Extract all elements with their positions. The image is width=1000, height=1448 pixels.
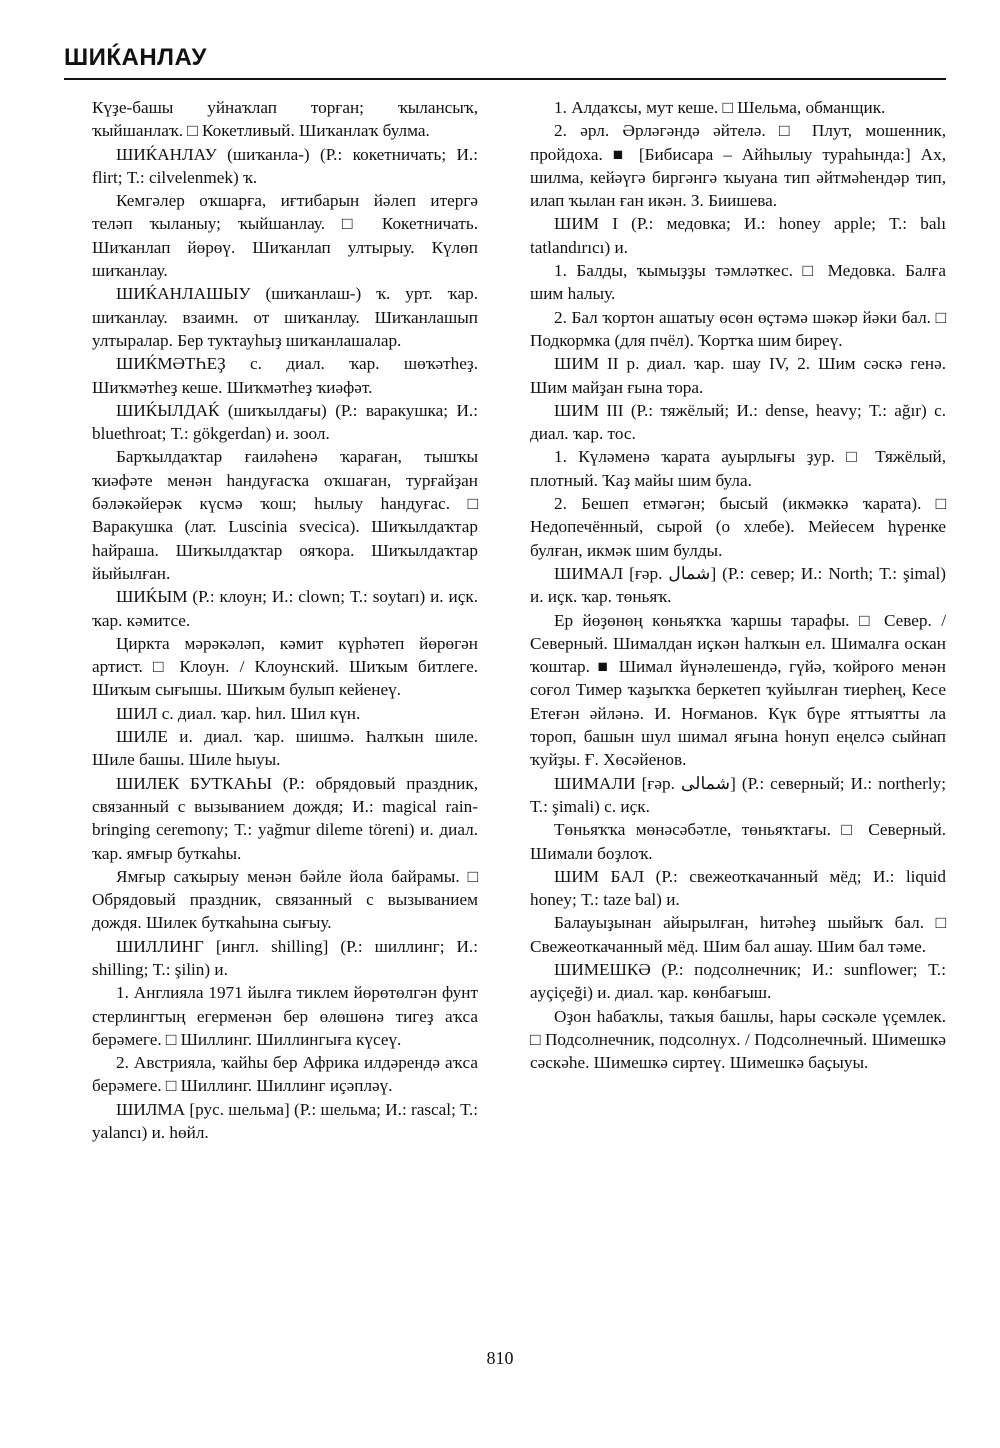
entry-paragraph: Төньяҡҡа мөнәсәбәтле, төньяҡтағы. □ Северный. Шимали боҙлоҡ. — [530, 820, 946, 863]
entry-paragraph: ШИМ I (Р.: медовка; И.: honey apple; Т.: balı tatlandırıcı) и. — [530, 214, 946, 257]
entry-paragraph: ШИЛЕК БУТКАҺЫ (Р.: обрядовый праздник, связанный с вызыванием дождя; И.: magical rain-bringing ceremony; Т.: yağmur dileme töreni) и. диал. ҡар. ямғыр буткаһы. — [92, 773, 478, 863]
right-column — [530, 96, 946, 1074]
entry-paragraph: Күҙе-башы уйнаҡлап торған; ҡылансыҡ, ҡыйшанлаҡ. □ Кокетливый. Шиҡанлаҡ булма. — [92, 98, 478, 141]
entry-paragraph: ШИМЕШКӘ (Р.: подсолнечник; И.: sunflower; Т.: ayçiçeği) и. диал. ҡар. көнбағыш. — [530, 959, 946, 1003]
entry-paragraph: 1. Күләменә ҡарата ауырлығы ҙур. □ Тяжёлый, плотный. Ҡаҙ майы шим була. — [530, 447, 946, 490]
entry-paragraph: ШИМАЛИ [ғәр. شمالى] (Р.: северный; И.: northerly; Т.: şimali) с. иҫк. — [530, 773, 946, 816]
entry-paragraph: 2. Бал ҡортон ашатыу өсөн өҫтәмә шәкәр йәки бал. □ Подкормка (для пчёл). Ҡортҡа шим биреү. — [530, 307, 946, 350]
entry-paragraph: 1. Англияла 1971 йылға тиклем йөрөтөлгән фунт стерлингтың егерменән бер өлөшөнә тигеҙ аҡса берәмеге. □ Шиллинг. Шиллингыға күсеү. — [92, 983, 478, 1049]
entry-paragraph: Барҡылдаҡтар ғаиләһенә ҡараған, тышҡы ҡиәфәте менән һандуғасҡа оҡшаған, турғайҙан бәләкәйерәк күсмә ҡош; һылыу һандуғас. □ Варакушка (лат. Luscinia svecica). Шиҡылдаҡтар һайраша. Шиҡылдаҡтар ояҡора. Шиҡылдаҡтар йыйылған. — [92, 447, 478, 583]
header-rule — [64, 78, 946, 80]
entry-paragraph: Оҙон һабаҡлы, таҡыя башлы, һары сәскәле үҫемлек. □ Подсолнечник, подсолнух. / Подсолнечный. Шимешкә сәскәһе. Шимешкә сиртеү. Шимешкә баҫыуы. — [530, 1006, 946, 1073]
entry-paragraph: ШИЌЫЛДАЌ (шиҡылдағы) (Р.: варакушка; И.: bluethroat; Т.: gökgerdan) и. зоол. — [92, 400, 478, 444]
entry-paragraph: Ямғыр саҡырыу менән бәйле йола байрамы. □ Обрядовый праздник, связанный с вызыванием дождя. Шилек буткаһына сығыу. — [92, 866, 478, 933]
left-column — [92, 96, 478, 1144]
entry-paragraph: ШИЛЛИНГ [ингл. shilling] (Р.: шиллинг; И.: shilling; Т.: şilin) и. — [92, 936, 478, 979]
entry-paragraph: Ер йөҙөнөң көньяҡҡа ҡаршы тарафы. □ Север. / Северный. Шималдан иҫкән һалҡын ел. Шималға оскан ҡоштар. ■ Шимал йүнәлешендә, гүйә, ҡойроғо менән соғол Тимер ҡаҙыҡҡа беркетеп ҡуйылған тиерһең, Кесе Етеғән әйләнә. И. Ноғманов. Күк бүре яттыятты ла тороп, башын шул шимал яғына һонуп еңелсә сыйнап ҡуйҙы. Ғ. Хөсәйенов. — [530, 610, 946, 770]
entry-paragraph: ШИМ II р. диал. ҡар. шау IV, 2. Шим сәскә генә. Шим майҙан ғына тора. — [530, 354, 946, 397]
entry-paragraph: 2. әрл. Әрләгәндә әйтелә. □ Плут, мошенник, пройдоха. ■ [Бибисара – Айһылыу турaһында:] Ах, шилма, кейәүгә биргәнгә ҡыуана тип әйтмәһендәр тип, илап ҡылан ған икән. З. Биишева. — [530, 121, 946, 211]
entry-paragraph: Балауыҙынан айырылған, һитәһеҙ шыйыҡ бал. □ Свежеоткачанный мёд. Шим бал ашау. Шим бал тәме. — [530, 913, 946, 956]
entry-paragraph: 2. Австрияла, ҡайһы бер Африка илдәрендә аҡса берәмеге. □ Шиллинг. Шиллинг иҫәпләү. — [92, 1053, 478, 1096]
entry-paragraph: 2. Бешеп етмәгән; бысый (икмәккә ҡарата). □ Недопечённый, сырой (о хлебе). Мейесем һүренке булған, икмәк шим булды. — [530, 494, 946, 560]
entry-paragraph: ШИЌМӘТҺЕҘ с. диал. ҡар. шөҡәтһеҙ. Шиҡмәтһеҙ кеше. Шиҡмәтһеҙ ҡиәфәт. — [92, 354, 478, 397]
entry-paragraph: ШИЌАНЛАШЫУ (шиҡанлаш-) ҡ. урт. ҡар. шиҡанлау. взаимн. от шиҡанлау. Шиҡанлашып ултыралар. Бер туктауһыҙ шиҡанлашалар. — [92, 284, 478, 350]
entry-paragraph: 1. Балды, ҡымыҙҙы тәмләткес. □ Медовка. Балға шим һалыу. — [530, 261, 946, 304]
entry-paragraph: Кемгәлер оҡшарға, иғтибарын йәлеп итергә теләп ҡыланыу; ҡыйшанлау. □ Кокетничать. Шиҡанлап йөрөү. Шиҡанлап ултырыу. Күлөп шиҡанлау. — [92, 191, 478, 281]
entry-paragraph: ШИЌЫМ (Р.: клоун; И.: clown; Т.: soytarı) и. иҫк. ҡар. кәмитсе. — [92, 587, 478, 630]
entry-paragraph: 1. Алдаҡсы, мут кеше. □ Шельма, обманщик. — [554, 98, 886, 117]
entry-paragraph: ШИЌАНЛАУ (шиҡанла-) (Р.: кокетничать; И.: flirt; Т.: cilvelenmek) ҡ. — [92, 144, 478, 187]
entry-paragraph: Циркта мәрәкәләп, кәмит күрһәтеп йөрөгән артист. □ Клоун. / Клоунский. Шиҡым битлеге. Шиҡым сығышы. Шиҡым булып кейенеү. — [92, 633, 478, 700]
page-number: 810 — [486, 1348, 514, 1368]
entry-paragraph: ШИМ БАЛ (Р.: свежеоткачанный мёд; И.: liquid honey; Т.: taze bal) и. — [530, 866, 946, 910]
entry-paragraph: ШИМАЛ [ғәр. شمال] (Р.: север; И.: North; Т.: şimal) и. иҫк. ҡар. төньяҡ. — [530, 563, 946, 607]
entry-paragraph: ШИЛМА [рус. шельма] (Р.: шельма; И.: rascal; Т.: yalancı) и. һөйл. — [92, 1099, 479, 1143]
entry-paragraph: ШИМ III (Р.: тяжёлый; И.: dense, heavy; Т.: ağır) с. диал. ҡар. тос. — [530, 400, 946, 444]
running-header: ШИЌАНЛАУ — [64, 44, 207, 71]
entry-paragraph: ШИЛЕ и. диал. ҡар. шишмә. Һалҡын шиле. Шиле башы. Шиле һыуы. — [92, 727, 478, 770]
entry-paragraph: ШИЛ с. диал. ҡар. һил. Шил күн. — [116, 703, 361, 723]
